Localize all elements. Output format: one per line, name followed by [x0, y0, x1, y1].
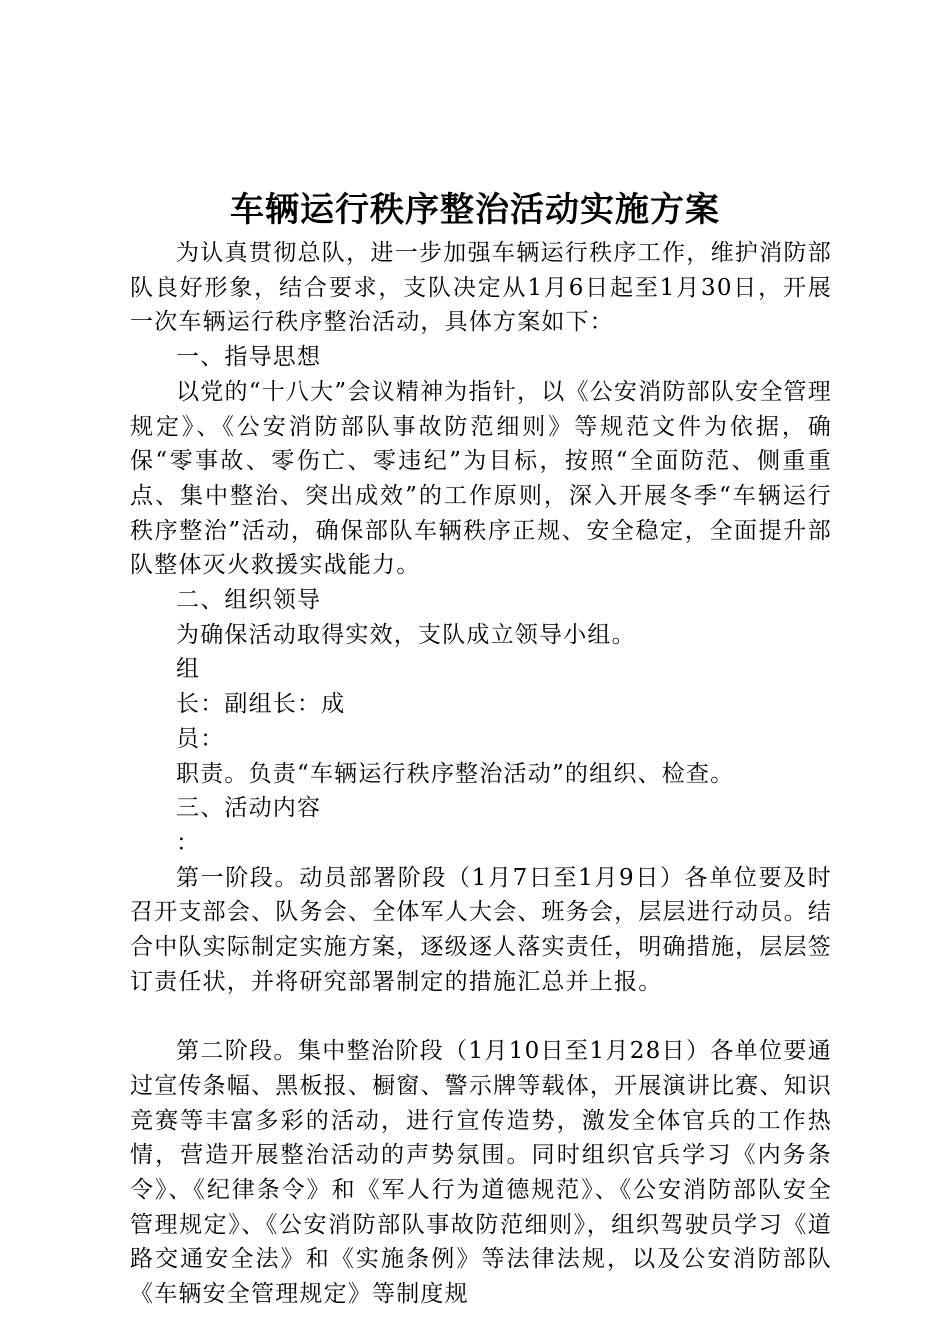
section-heading-activities: 三、活动内容: [176, 795, 322, 822]
deputy-leader-line: 长：副组长：成: [176, 691, 346, 718]
intro-paragraph: 为认真贯彻总队，进一步加强车辆运行秩序工作，维护消防部队良好形象，结合要求，支队决定从1月6日起至1月30日，开展一次车辆运行秩序整治活动，具体方案如下：: [130, 240, 832, 336]
document-title: 车辆运行秩序整治活动实施方案: [230, 190, 720, 230]
section-heading-organization: 二、组织领导: [176, 587, 322, 614]
document-body: [130, 236, 832, 1312]
colon-line: ：: [176, 829, 201, 856]
guiding-ideology-paragraph: 以党的“十八大”会议精神为指针，以《公安消防部队安全管理规定》、《公安消防部队事故防范细则》等规范文件为依据，确保“零事故、零伤亡、零违纪”为目标，按照“全面防范、侧重重点、集中整治、突出成效”的工作原则，深入开展冬季“车辆运行秩序整治”活动，确保部队车辆秩序正规、安全稳定，全面提升部队整体灭火救援实战能力。: [130, 378, 832, 579]
member-line: 员：: [176, 725, 225, 752]
organization-paragraph: 为确保活动取得实效，支队成立领导小组。: [176, 621, 636, 648]
phase-two-paragraph: 第二阶段。集中整治阶段（1月10日至1月28日）各单位要通过宣传条幅、黑板报、橱窗、警示牌等载体，开展演讲比赛、知识竞赛等丰富多彩的活动，进行宣传造势，激发全体官兵的工作热情，营造开展整治活动的声势氛围。同时组织官兵学习《内务条令》、《纪律条令》和《军人行为道德规范》、《公安消防部队安全管理规定》、《公安消防部队事故防范细则》，组织驾驶员学习《道路交通安全法》和《实施条例》等法律法规，以及公安消防部队《车辆安全管理规定》等制度规: [130, 1038, 832, 1308]
phase-one-paragraph: 第一阶段。动员部署阶段（1月7日至1月9日）各单位要及时召开支部会、队务会、全体军人大会、班务会，层层进行动员。结合中队实际制定实施方案，逐级逐人落实责任，明确措施，层层签订责任状，并将研究部署制定的措施汇总并上报。: [130, 864, 832, 995]
leader-line: 组: [176, 656, 201, 683]
section-heading-guiding-ideology: 一、指导思想: [176, 344, 322, 371]
duties-paragraph: 职责。负责“车辆运行秩序整治活动”的组织、检查。: [176, 760, 735, 787]
